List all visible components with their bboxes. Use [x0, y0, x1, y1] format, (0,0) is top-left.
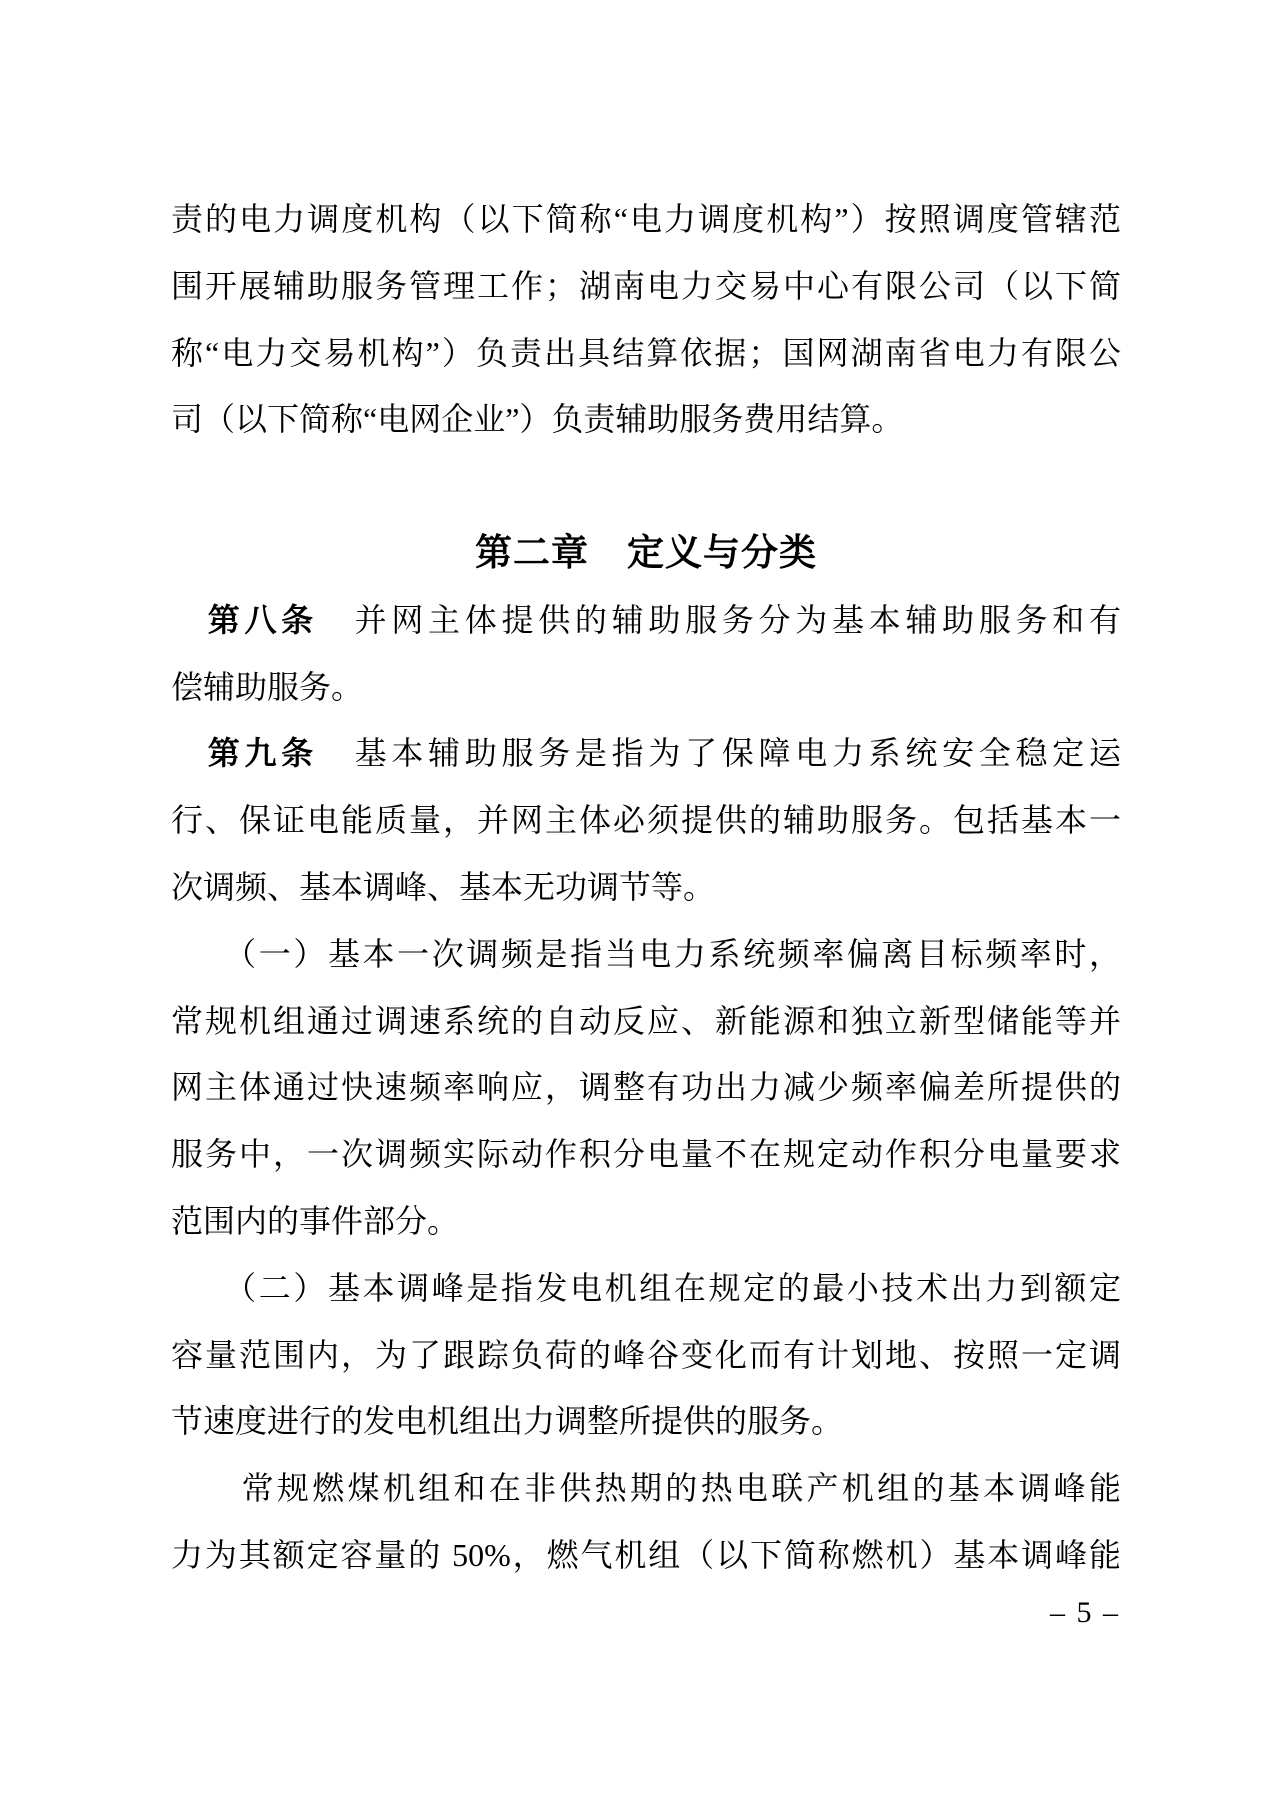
- line-text-run: 服务中，一次调频实际动作积分电量不在规定动作积分电量要求: [171, 1136, 1121, 1173]
- text-line: [171, 186, 1121, 253]
- text-line: [171, 1522, 1121, 1589]
- line-text-run: 范围内的事件部分。: [171, 1202, 460, 1239]
- line-text-run: 并网主体提供的辅助服务分为基本辅助服务和有: [317, 601, 1121, 638]
- page-number: – 5 –: [1050, 1596, 1120, 1629]
- article-number-bold: 第八条: [171, 601, 318, 638]
- line-text-run: 容量范围内，为了跟踪负荷的峰谷变化而有计划地、按照一定调: [171, 1336, 1121, 1373]
- line-text-run: 基本辅助服务是指为了保障电力系统安全稳定运: [317, 735, 1121, 772]
- text-line: [171, 1255, 1121, 1322]
- text-line: [171, 320, 1121, 387]
- line-text-run: （二）基本调峰是指发电机组在规定的最小技术出力到额定: [171, 1269, 1121, 1306]
- line-text-run: 常规机组通过调速系统的自动反应、新能源和独立新型储能等并: [171, 1002, 1121, 1039]
- line-text-run: 常规燃煤机组和在非供热期的热电联产机组的基本调峰能: [171, 1470, 1121, 1507]
- text-line: [171, 988, 1121, 1055]
- chapter-heading: 第二章 定义与分类: [475, 531, 817, 573]
- text-line: [171, 720, 1121, 787]
- line-text-run: 责的电力调度机构（以下简称“电力调度机构”）按照调度管辖范: [171, 201, 1121, 237]
- text-line: [171, 253, 1121, 320]
- text-line: [171, 1322, 1121, 1389]
- text-line: [171, 386, 1121, 453]
- line-text-run: 行、保证电能质量，并网主体必须提供的辅助服务。包括基本一: [171, 802, 1121, 839]
- text-line: [171, 654, 1121, 721]
- text-line: [171, 921, 1121, 988]
- blank-line: [171, 453, 1121, 520]
- line-text-run: 称“电力交易机构”）负责出具结算依据；国网湖南省电力有限公: [171, 334, 1121, 371]
- text-line: [171, 587, 1121, 654]
- text-line: [171, 1121, 1121, 1188]
- text-line: [171, 1188, 1121, 1255]
- line-text-run: 偿辅助服务。: [171, 668, 364, 705]
- line-text-run: （一）基本一次调频是指当电力系统频率偏离目标频率时，: [171, 935, 1121, 972]
- text-line: [171, 1054, 1121, 1121]
- line-text-run: 司（以下简称“电网企业”）负责辅助服务费用结算。: [171, 401, 904, 438]
- line-text-run: 网主体通过快速频率响应，调整有功出力减少频率偏差所提供的: [171, 1069, 1121, 1106]
- text-line: [171, 854, 1121, 921]
- line-text-run: 节速度进行的发电机组出力调整所提供的服务。: [171, 1403, 844, 1440]
- text-line: [171, 787, 1121, 854]
- line-text-run: 次调频、基本调峰、基本无功调节等。: [171, 868, 716, 905]
- text-line: [171, 1455, 1121, 1522]
- line-text-run: 围开展辅助服务管理工作；湖南电力交易中心有限公司（以下简: [171, 267, 1121, 304]
- text-line: [171, 1388, 1121, 1455]
- document-body: [171, 186, 1121, 1589]
- line-text-run: 力为其额定容量的 50%，燃气机组（以下简称燃机）基本调峰能: [171, 1536, 1121, 1573]
- article-number-bold: 第九条: [171, 735, 318, 772]
